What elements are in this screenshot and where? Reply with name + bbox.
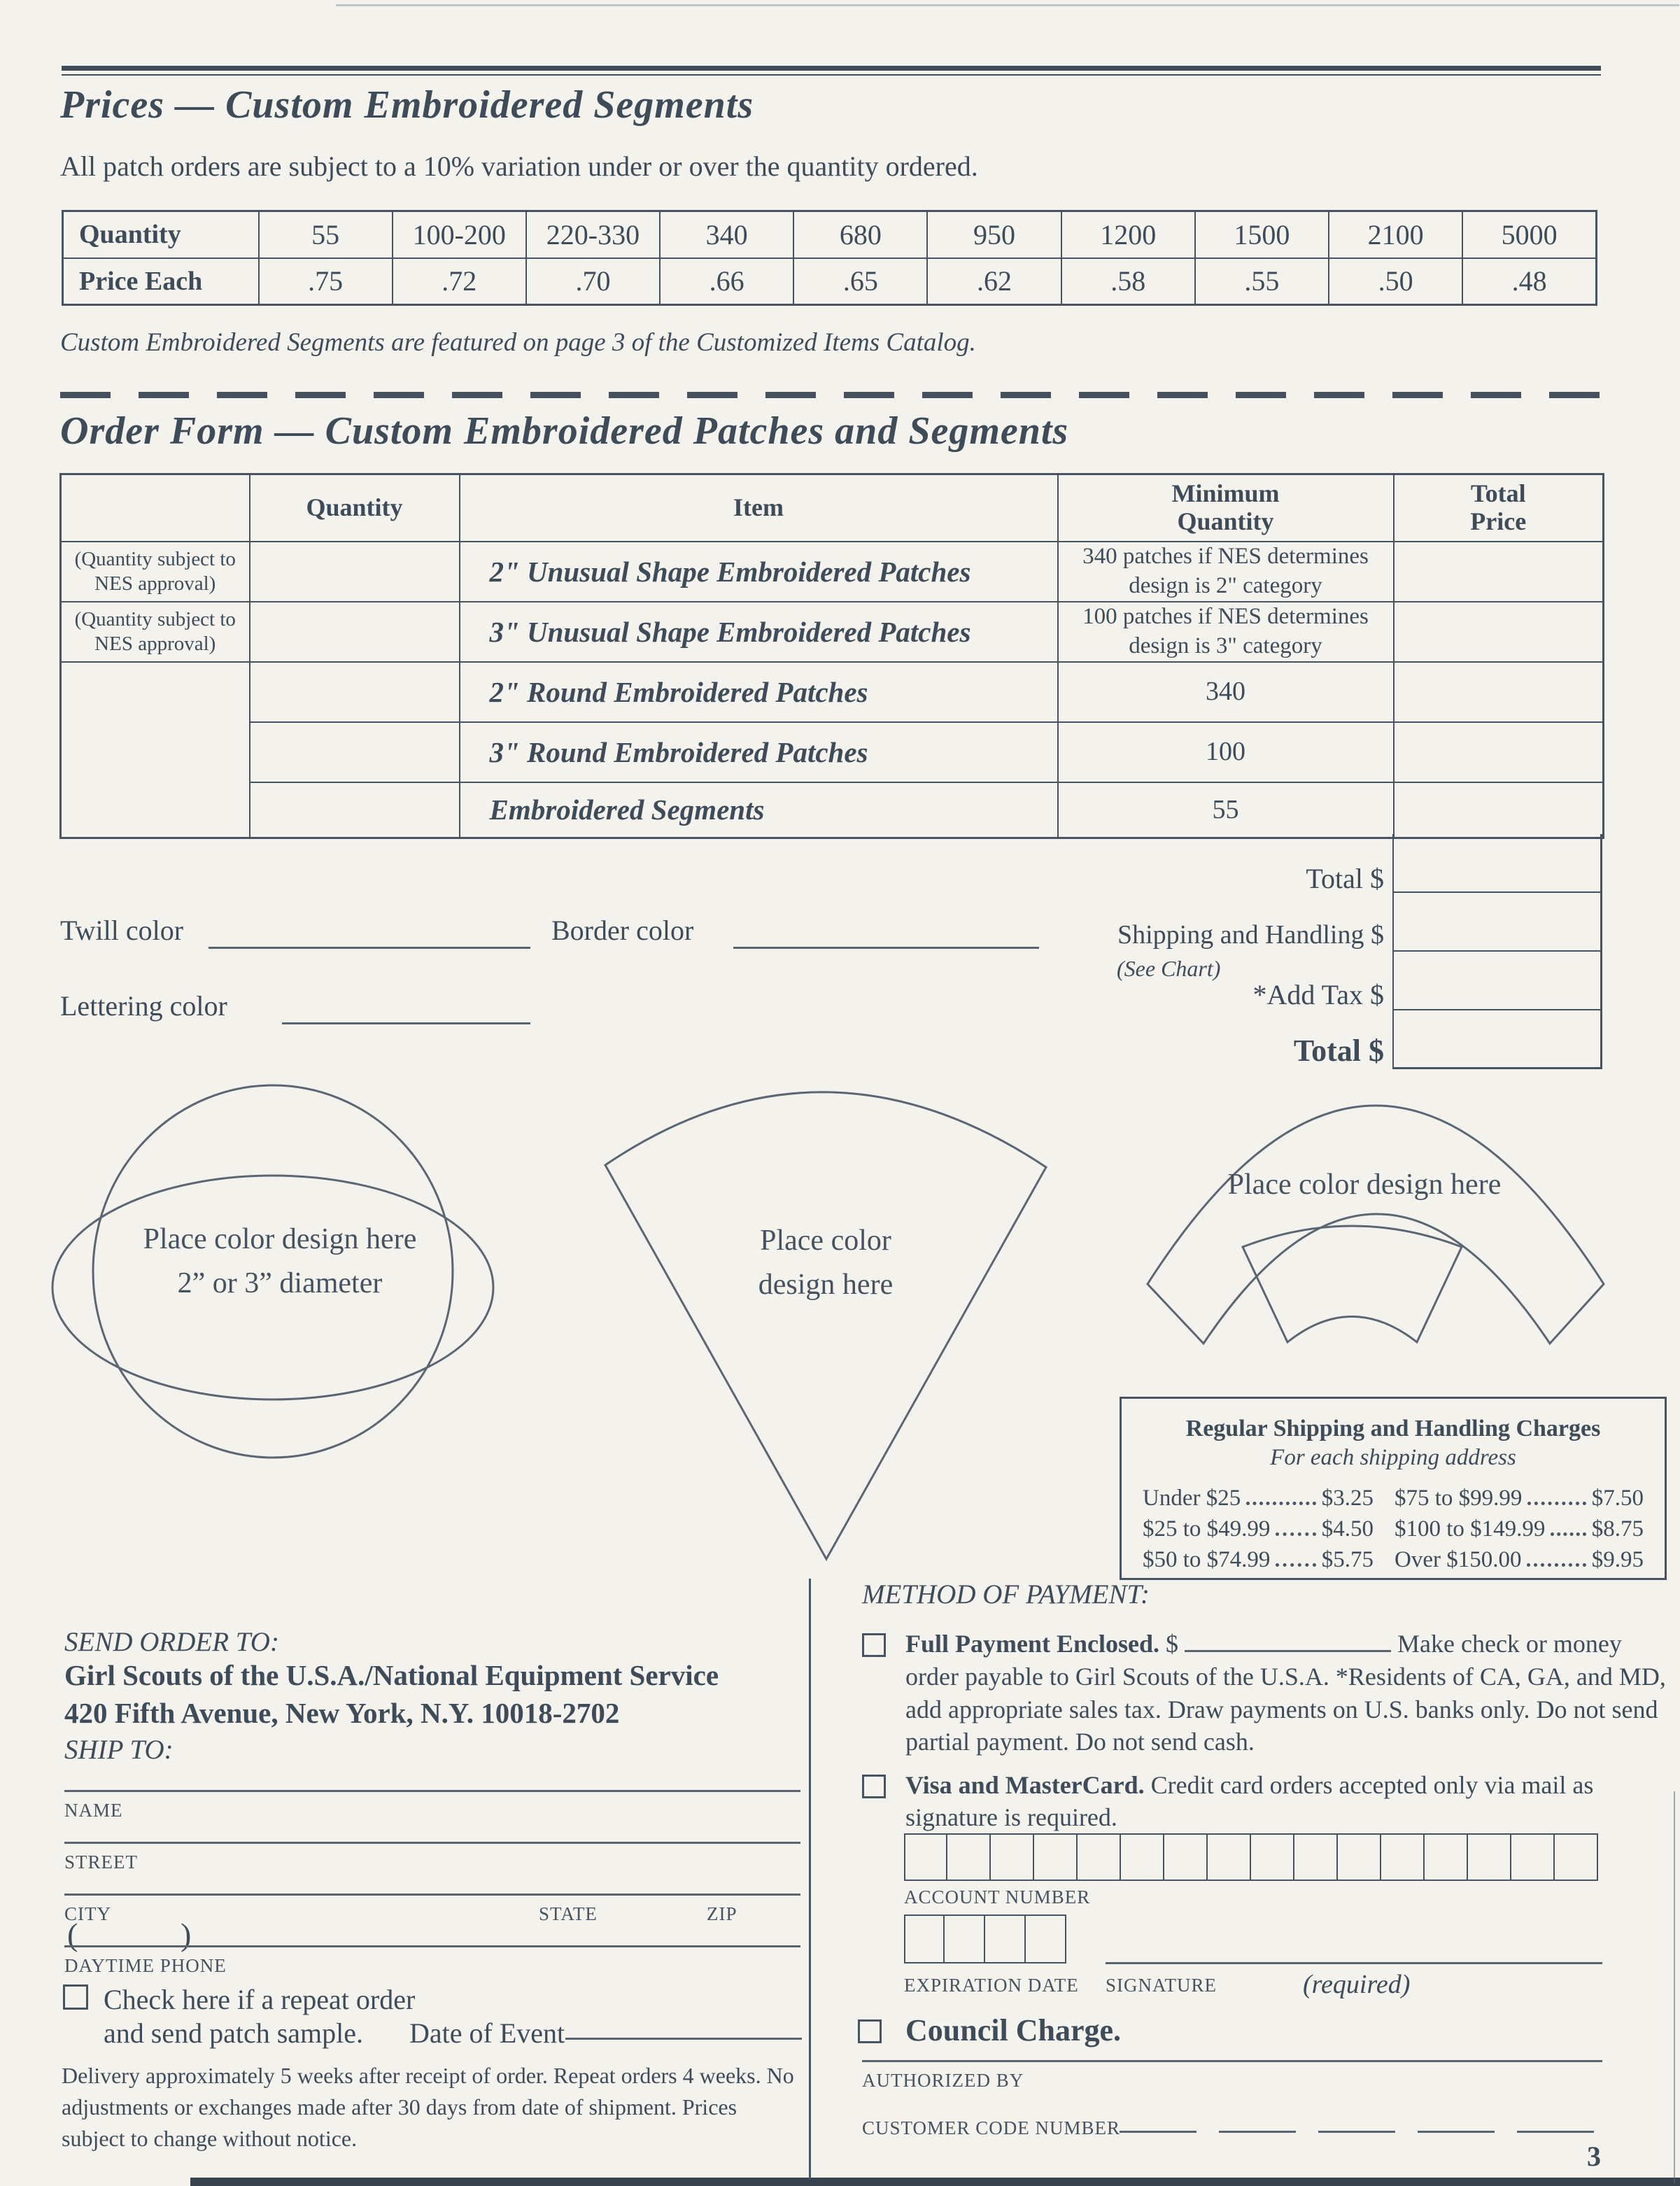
expiration-digit-cell[interactable]	[904, 1914, 945, 1963]
page-number: 3	[1587, 2141, 1601, 2172]
shipping-rate-row	[1143, 1514, 1374, 1545]
round-caption-line1: Place color design here	[143, 1223, 417, 1255]
minimum-quantity: 55	[1058, 782, 1394, 838]
account-digit-cell[interactable]	[947, 1833, 991, 1881]
header-item: Item	[460, 474, 1058, 542]
qty-value: 2100	[1329, 211, 1462, 258]
visa-mastercard-checkbox[interactable]	[862, 1775, 886, 1798]
total-price-cell[interactable]	[1394, 722, 1604, 782]
shipping-rate-row	[1143, 1483, 1374, 1514]
total-price-cell[interactable]	[1394, 662, 1604, 722]
shipping-chart-columns	[1143, 1483, 1644, 1576]
item-name: Embroidered Segments	[460, 782, 1058, 838]
header-total-line2: Price	[1470, 507, 1527, 535]
dot-leader	[1276, 1532, 1315, 1536]
order-form-table	[59, 473, 1604, 839]
rate-range: $100 to $149.99	[1395, 1516, 1546, 1542]
daytime-phone-field[interactable]	[64, 1945, 800, 1947]
minimum-quantity: 100	[1058, 722, 1394, 782]
table-row	[61, 782, 1604, 838]
minimum-quantity: 340 patches if NES determines design is 2" category	[1058, 542, 1394, 602]
qty-value: 100-200	[393, 211, 526, 258]
account-digit-cell[interactable]	[1381, 1833, 1425, 1881]
shipping-amount-box[interactable]	[1394, 893, 1600, 952]
border-color-field[interactable]	[733, 947, 1039, 949]
shipping-chart-right-column	[1395, 1483, 1644, 1576]
price-value: .65	[793, 258, 927, 305]
council-charge-label: Council Charge.	[905, 2013, 1121, 2047]
shipping-chart-box	[1120, 1397, 1667, 1580]
customer-code-label: CUSTOMER CODE NUMBER	[862, 2117, 1121, 2138]
lettering-color-label: Lettering color	[60, 990, 227, 1022]
rate-range: Under $25	[1143, 1486, 1241, 1511]
daytime-phone-label: DAYTIME PHONE	[64, 1955, 227, 1976]
expiration-digit-cell[interactable]	[1026, 1914, 1066, 1963]
account-digit-cell[interactable]	[991, 1833, 1034, 1881]
price-value: .55	[1195, 258, 1329, 305]
date-of-event-field[interactable]	[565, 2038, 802, 2040]
signature-field[interactable]	[1106, 1962, 1602, 1964]
rate-range: $50 to $74.99	[1143, 1546, 1271, 1572]
header-quantity: Quantity	[250, 474, 460, 542]
account-number-grid	[904, 1833, 1598, 1881]
dot-leader	[1527, 1563, 1586, 1567]
qty-row-label: Quantity	[63, 211, 259, 258]
quantity-input-cell[interactable]	[250, 662, 460, 722]
phone-paren-close: )	[181, 1917, 192, 1952]
shipping-label: Shipping and Handling $	[1117, 920, 1384, 950]
price-value: .50	[1329, 258, 1462, 305]
full-payment-amount-field[interactable]	[1185, 1628, 1391, 1652]
quantity-input-cell[interactable]	[250, 782, 460, 838]
scan-bottom-edge	[190, 2178, 1680, 2186]
header-min-line1: Minimum	[1171, 479, 1280, 508]
price-table-quantity-row	[63, 211, 1597, 258]
header-blank-cell	[61, 474, 250, 542]
wedge-caption-line2: design here	[758, 1269, 894, 1301]
qty-value: 340	[660, 211, 793, 258]
totals-box-column	[1392, 834, 1602, 1069]
arc-band-inner-outline	[1243, 1226, 1462, 1342]
grand-total-amount-box[interactable]	[1394, 1010, 1600, 1069]
price-value: .70	[526, 258, 660, 305]
qty-value: 1200	[1061, 211, 1195, 258]
arc-segment-template	[1134, 1085, 1665, 1406]
visa-mastercard-label: Visa and MasterCard.	[905, 1771, 1145, 1799]
prices-footnote: Custom Embroidered Segments are featured on page 3 of the Customized Items Catalog.	[60, 328, 976, 357]
ship-to-label: SHIP TO:	[64, 1735, 174, 1765]
rate-price: $4.50	[1321, 1516, 1374, 1542]
prices-subtitle: All patch orders are subject to a 10% variation under or over the quantity ordered.	[60, 150, 978, 182]
expiration-date-label: EXPIRATION DATE	[904, 1975, 1079, 1996]
price-value: .58	[1061, 258, 1195, 305]
lettering-color-field[interactable]	[282, 1022, 530, 1024]
item-name: 3" Round Embroidered Patches	[460, 722, 1058, 782]
nes-approval-note: (Quantity subject to NES approval)	[61, 602, 250, 662]
rate-price: $3.25	[1321, 1486, 1374, 1511]
see-chart-note: (See Chart)	[1117, 956, 1221, 981]
authorized-by-field[interactable]	[862, 2060, 1602, 2062]
order-table-header-row	[61, 474, 1604, 542]
nes-approval-note: (Quantity subject to NES approval)	[61, 542, 250, 602]
customer-code-blank[interactable]	[1418, 2112, 1495, 2133]
top-rule-thick	[62, 66, 1601, 71]
full-payment-paragraph	[905, 1628, 1679, 1758]
name-field[interactable]	[64, 1790, 800, 1792]
rate-range: $25 to $49.99	[1143, 1516, 1271, 1542]
qty-value: 680	[793, 211, 927, 258]
table-row	[61, 662, 1604, 722]
qty-value: 220-330	[526, 211, 660, 258]
shipping-chart-left-column	[1143, 1483, 1374, 1576]
table-row	[61, 602, 1604, 662]
total-price-cell[interactable]	[1394, 602, 1604, 662]
shipping-rate-row	[1143, 1545, 1374, 1576]
full-payment-checkbox[interactable]	[862, 1633, 886, 1657]
border-color-label: Border color	[551, 915, 694, 946]
customer-code-blank[interactable]	[1219, 2112, 1296, 2133]
price-table-price-row	[63, 258, 1597, 305]
price-row-label: Price Each	[63, 258, 259, 305]
header-min-quantity	[1058, 474, 1394, 542]
account-digit-cell[interactable]	[1511, 1833, 1555, 1881]
table-row	[61, 722, 1604, 782]
shipping-chart-subtitle: For each shipping address	[1270, 1445, 1516, 1470]
signature-required-note: (required)	[1303, 1970, 1411, 1999]
authorized-by-label: AUTHORIZED BY	[862, 2070, 1024, 2091]
twill-color-field[interactable]	[209, 947, 530, 949]
header-total-price	[1394, 474, 1604, 542]
visa-paragraph	[905, 1769, 1679, 1833]
arc-band-outer-outline	[1148, 1106, 1604, 1344]
account-digit-cell[interactable]	[904, 1833, 947, 1881]
account-digit-cell[interactable]	[1034, 1833, 1078, 1881]
round-caption-line2: 2” or 3” diameter	[177, 1267, 383, 1299]
header-total-line1: Total	[1470, 479, 1526, 508]
item-name: 2" Round Embroidered Patches	[460, 662, 1058, 722]
expiration-digit-cell[interactable]	[945, 1914, 985, 1963]
zip-label: ZIP	[707, 1903, 737, 1924]
shipping-rate-row	[1395, 1483, 1644, 1514]
shipping-rate-row	[1395, 1514, 1644, 1545]
top-rule-thin	[62, 74, 1601, 76]
price-value: .48	[1462, 258, 1596, 305]
price-table	[62, 210, 1597, 306]
account-digit-cell[interactable]	[1555, 1833, 1598, 1881]
phone-paren-open: (	[67, 1917, 78, 1952]
method-of-payment-title: METHOD OF PAYMENT:	[862, 1579, 1150, 1609]
qty-value: 1500	[1195, 211, 1329, 258]
wedge-caption-line1: Place color	[760, 1225, 891, 1257]
dashed-cut-line	[60, 392, 1621, 398]
qty-value: 950	[927, 211, 1061, 258]
rate-price: $7.50	[1591, 1486, 1644, 1511]
account-digit-cell[interactable]	[1078, 1833, 1121, 1881]
minimum-quantity: 100 patches if NES determines design is 3" category	[1058, 602, 1394, 662]
table-row	[61, 542, 1604, 602]
item-name: 3" Unusual Shape Embroidered Patches	[460, 602, 1058, 662]
total-amount-box[interactable]	[1394, 834, 1600, 893]
rate-range: Over $150.00	[1395, 1546, 1522, 1572]
total-price-cell[interactable]	[1394, 542, 1604, 602]
council-charge-checkbox[interactable]	[858, 2019, 882, 2043]
qty-value: 5000	[1462, 211, 1596, 258]
city-state-zip-field[interactable]	[64, 1894, 800, 1896]
customer-code-blanks	[1120, 2112, 1604, 2133]
send-order-to-label: SEND ORDER TO:	[64, 1627, 279, 1657]
round-patch-caption	[101, 1218, 458, 1306]
rate-price: $8.75	[1591, 1516, 1644, 1542]
repeat-order-text-line2: and send patch sample.	[104, 2017, 363, 2049]
wedge-segment-template	[588, 1078, 1064, 1567]
street-label: STREET	[64, 1852, 138, 1873]
account-digit-cell[interactable]	[1251, 1833, 1294, 1881]
full-payment-label: Full Payment Enclosed.	[905, 1630, 1160, 1658]
repeat-order-text-line1: Check here if a repeat order	[104, 1984, 416, 2015]
arc-caption: Place color design here	[1227, 1169, 1502, 1201]
prices-title: Prices — Custom Embroidered Segments	[60, 83, 754, 127]
shipping-rate-row	[1395, 1545, 1644, 1576]
send-order-org: Girl Scouts of the U.S.A./National Equipment Service	[64, 1659, 719, 1691]
scan-top-edge	[336, 4, 1679, 6]
dot-leader	[1551, 1532, 1586, 1536]
item-name: 2" Unusual Shape Embroidered Patches	[460, 542, 1058, 602]
price-value: .72	[393, 258, 526, 305]
minimum-quantity: 340	[1058, 662, 1394, 722]
date-of-event-label: Date of Event	[409, 2017, 565, 2049]
account-number-label: ACCOUNT NUMBER	[904, 1887, 1091, 1908]
wedge-outline	[605, 1092, 1046, 1559]
total-label: Total $	[1306, 863, 1384, 894]
city-label: CITY	[64, 1903, 111, 1924]
account-digit-cell[interactable]	[1208, 1833, 1251, 1881]
dollar-sign: $	[1166, 1630, 1179, 1658]
rate-range: $75 to $99.99	[1395, 1486, 1523, 1511]
dot-leader	[1276, 1563, 1315, 1567]
order-form-title: Order Form — Custom Embroidered Patches and Segments	[60, 409, 1069, 453]
state-label: STATE	[539, 1903, 598, 1924]
customer-code-blank[interactable]	[1517, 2112, 1594, 2133]
price-value: .62	[927, 258, 1061, 305]
twill-color-label: Twill color	[60, 915, 184, 946]
expiration-digit-cell[interactable]	[985, 1914, 1026, 1963]
dot-leader	[1246, 1502, 1316, 1505]
rate-price: $5.75	[1321, 1546, 1374, 1572]
header-min-line2: Quantity	[1177, 507, 1274, 535]
account-digit-cell[interactable]	[1338, 1833, 1381, 1881]
name-label: NAME	[64, 1800, 123, 1821]
account-digit-cell[interactable]	[1294, 1833, 1338, 1881]
shipping-chart-title: Regular Shipping and Handling Charges	[1185, 1416, 1601, 1441]
customer-code-blank[interactable]	[1120, 2112, 1197, 2133]
price-value: .66	[660, 258, 793, 305]
add-tax-label: *Add Tax $	[1252, 979, 1384, 1010]
quantity-input-cell[interactable]	[250, 722, 460, 782]
street-field[interactable]	[64, 1842, 800, 1844]
account-digit-cell[interactable]	[1121, 1833, 1164, 1881]
blank-note-cell	[61, 662, 250, 838]
quantity-input-cell[interactable]	[250, 602, 460, 662]
send-order-address: 420 Fifth Avenue, New York, N.Y. 10018-2702	[64, 1697, 620, 1729]
grand-total-label: Total $	[1293, 1034, 1384, 1068]
full-payment-text: Make check or money order payable to Girl Scouts of the U.S.A. *Residents of CA, GA, and MD, add appropriate sales tax. Draw payments on U.S. banks only. Do not send partial payment. Do not send cash.	[905, 1630, 1666, 1756]
repeat-order-checkbox[interactable]	[63, 1984, 88, 2010]
visa-text: Credit card orders accepted only via mail as signature is required.	[905, 1771, 1594, 1832]
dot-leader	[1527, 1502, 1586, 1505]
qty-value: 55	[259, 211, 393, 258]
customer-code-blank[interactable]	[1318, 2112, 1395, 2133]
quantity-input-cell[interactable]	[250, 542, 460, 602]
wedge-caption	[672, 1219, 980, 1307]
account-digit-cell[interactable]	[1164, 1833, 1208, 1881]
rate-price: $9.95	[1591, 1546, 1644, 1572]
account-digit-cell[interactable]	[1425, 1833, 1468, 1881]
account-digit-cell[interactable]	[1468, 1833, 1511, 1881]
tax-amount-box[interactable]	[1394, 952, 1600, 1010]
column-divider	[809, 1579, 811, 2179]
signature-label: SIGNATURE	[1106, 1975, 1217, 1996]
price-value: .75	[259, 258, 393, 305]
scan-right-edge	[1674, 1791, 1675, 2183]
total-price-cell[interactable]	[1394, 782, 1604, 838]
delivery-note: Delivery approximately 5 weeks after receipt of order. Repeat orders 4 weeks. No adjustments or exchanges made after 30 days from date of shipment. Prices subject to change without notice.	[62, 2063, 794, 2151]
expiration-date-grid	[904, 1914, 1066, 1963]
